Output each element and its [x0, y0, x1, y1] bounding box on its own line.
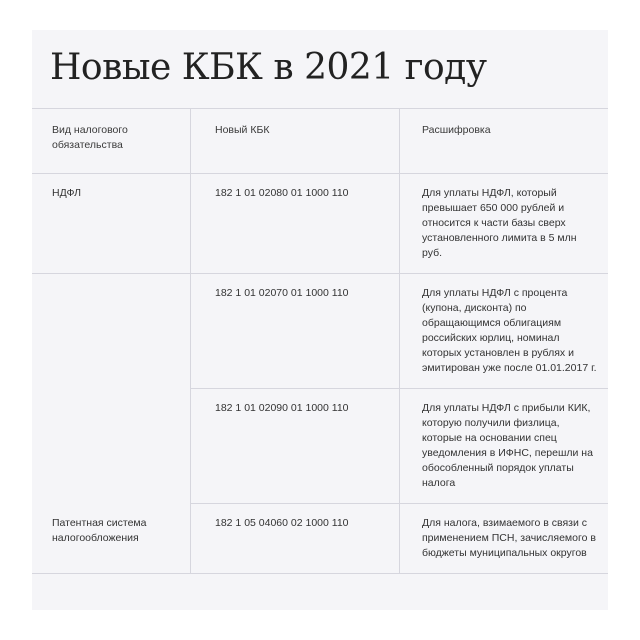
- kbk-table: [32, 108, 608, 574]
- page-title: Новые КБК в 2021 году: [50, 47, 487, 88]
- header-type: Вид налогового обязательства: [52, 124, 128, 151]
- table-row: [32, 504, 608, 574]
- kbk-code-cell: 182 1 01 02080 01 1000 110: [190, 174, 400, 273]
- description-cell: Для уплаты НДФЛ, который превышает 650 000 рублей и относится к части базы сверх установленного лимита в 5 млн руб.: [422, 187, 577, 259]
- description-cell: Для уплаты НДФЛ с прибыли КИК, которую получили физлица, которые на основании спец уведомления в ИФНС, перешли на обособленный порядок уплаты налога: [422, 402, 593, 489]
- tax-type-cell: НДФЛ: [52, 187, 81, 199]
- kbk-card: [32, 30, 608, 610]
- kbk-code-cell: 182 1 05 04060 02 1000 110: [190, 504, 400, 573]
- description-cell: Для налога, взимаемого в связи с применением ПСН, зачисляемого в бюджеты муниципальных округов: [422, 517, 596, 559]
- table-row: [32, 174, 608, 274]
- kbk-code-cell: 182 1 01 02070 01 1000 110: [190, 274, 400, 388]
- kbk-code-cell: 182 1 01 02090 01 1000 110: [190, 389, 400, 503]
- header-desc: Расшифровка: [422, 124, 491, 136]
- table-row: [190, 389, 608, 504]
- tax-type-cell: Патентная система налогообложения: [52, 517, 147, 544]
- description-cell: Для уплаты НДФЛ с процента (купона, дисконта) по обращающимся облигациям российских юрлиц, номинал которых установлен в рублях и эмитирован уже после 01.01.2017 г.: [422, 287, 597, 374]
- table-row: [190, 274, 608, 389]
- table-header-row: [32, 109, 608, 174]
- header-code: Новый КБК: [190, 109, 400, 173]
